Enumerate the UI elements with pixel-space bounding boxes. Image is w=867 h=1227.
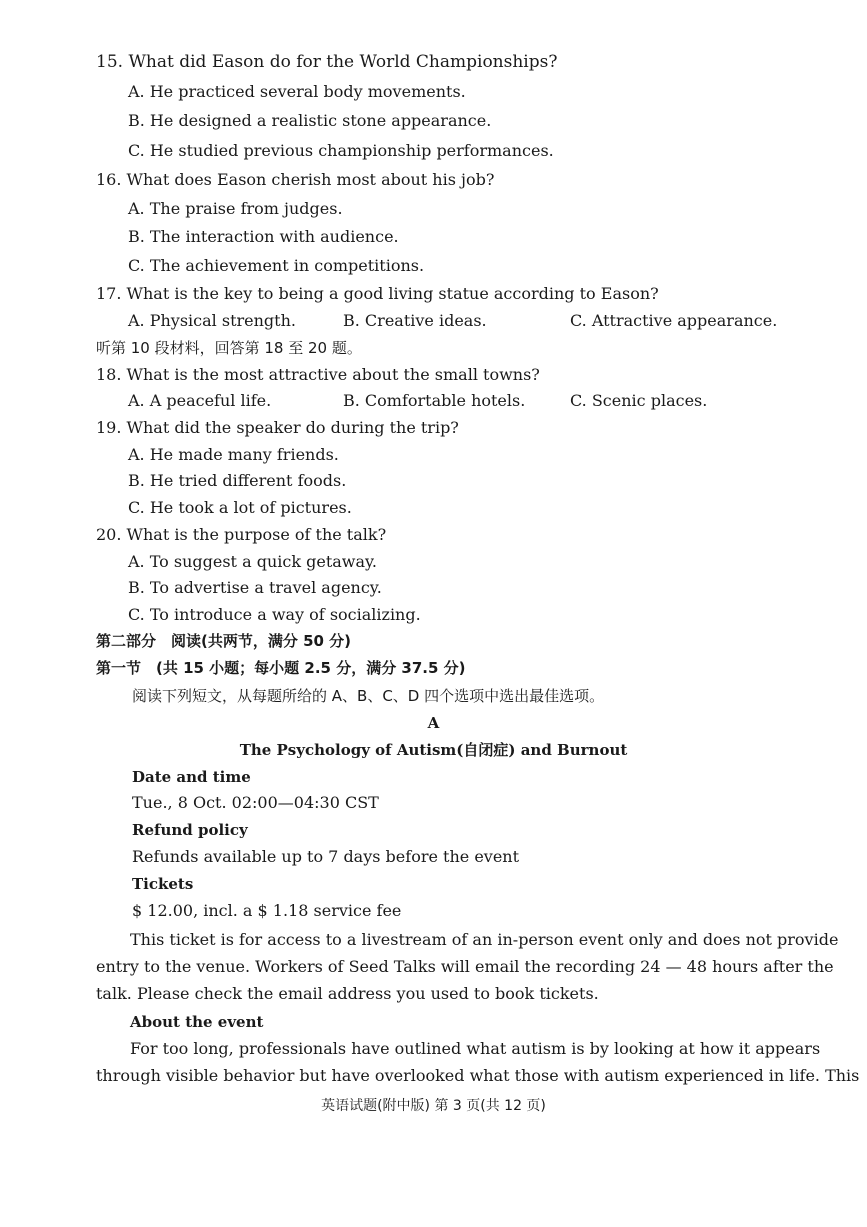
question-17-option-b: B. Creative ideas. <box>343 311 487 330</box>
question-19-stem: 19. What did the speaker do during the trip? <box>96 418 459 437</box>
tickets-heading: Tickets <box>132 875 194 893</box>
ticket-paragraph-line-2: entry to the venue. Workers of Seed Talks will email the recording 24 — 48 hours after the <box>96 957 834 976</box>
question-15-option-b: B. He designed a realistic stone appearance. <box>128 111 492 130</box>
question-16-option-a: A. The praise from judges. <box>128 199 343 218</box>
question-15-stem: 15. What did Eason do for the World Championships? <box>96 52 558 72</box>
reading-instruction: 阅读下列短文，从每题所给的 A、B、C、D 四个选项中选出最佳选项。 <box>132 687 605 705</box>
about-paragraph-line-2: through visible behavior but have overlooked what those with autism experienced in life. This <box>96 1066 860 1085</box>
question-19-option-c: C. He took a lot of pictures. <box>128 498 352 517</box>
question-16-stem: 16. What does Eason cherish most about his job? <box>96 170 495 189</box>
date-heading: Date and time <box>132 768 251 786</box>
question-17-option-c: C. Attractive appearance. <box>570 311 778 330</box>
question-20-option-c: C. To introduce a way of socializing. <box>128 605 421 624</box>
ticket-paragraph-line-1: This ticket is for access to a livestream of an in-person event only and does not provide <box>130 930 839 949</box>
question-18-option-b: B. Comfortable hotels. <box>343 391 526 410</box>
question-20-option-a: A. To suggest a quick getaway. <box>128 552 378 571</box>
question-18-option-a: A. A peaceful life. <box>128 391 272 410</box>
refund-heading: Refund policy <box>132 821 248 839</box>
question-17-option-a: A. Physical strength. <box>128 311 296 330</box>
passage-letter: A <box>427 714 440 732</box>
passage-title: The Psychology of Autism(自闭症) and Burnout <box>239 741 628 759</box>
listening-instruction: 听第 10 段材料，回答第 18 至 20 题。 <box>96 339 362 357</box>
question-20-option-b: B. To advertise a travel agency. <box>128 578 382 597</box>
ticket-paragraph-line-3: talk. Please check the email address you used to book tickets. <box>96 984 599 1003</box>
question-20-stem: 20. What is the purpose of the talk? <box>96 525 387 544</box>
question-16-option-b: B. The interaction with audience. <box>128 227 399 246</box>
question-19-option-b: B. He tried different foods. <box>128 471 347 490</box>
about-heading: About the event <box>130 1013 264 1031</box>
about-paragraph-line-1: For too long, professionals have outlined what autism is by looking at how it appears <box>130 1039 821 1058</box>
section-1-heading: 第一节 (共 15 小题；每小题 2.5 分，满分 37.5 分) <box>96 659 466 677</box>
question-15-option-a: A. He practiced several body movements. <box>128 82 466 101</box>
question-18-option-c: C. Scenic places. <box>570 391 708 410</box>
part-2-heading: 第二部分 阅读(共两节，满分 50 分) <box>96 632 352 650</box>
question-18-stem: 18. What is the most attractive about the small towns? <box>96 365 540 384</box>
page-footer: 英语试题(附中版) 第 3 页(共 12 页) <box>321 1098 546 1114</box>
question-15-option-c: C. He studied previous championship performances. <box>128 141 554 160</box>
question-16-option-c: C. The achievement in competitions. <box>128 256 425 275</box>
question-17-stem: 17. What is the key to being a good living statue according to Eason? <box>96 284 659 303</box>
question-19-option-a: A. He made many friends. <box>128 445 339 464</box>
tickets-value: $ 12.00, incl. a $ 1.18 service fee <box>132 901 402 920</box>
date-value: Tue., 8 Oct. 02:00—04:30 CST <box>132 793 379 812</box>
refund-value: Refunds available up to 7 days before the event <box>132 847 520 866</box>
